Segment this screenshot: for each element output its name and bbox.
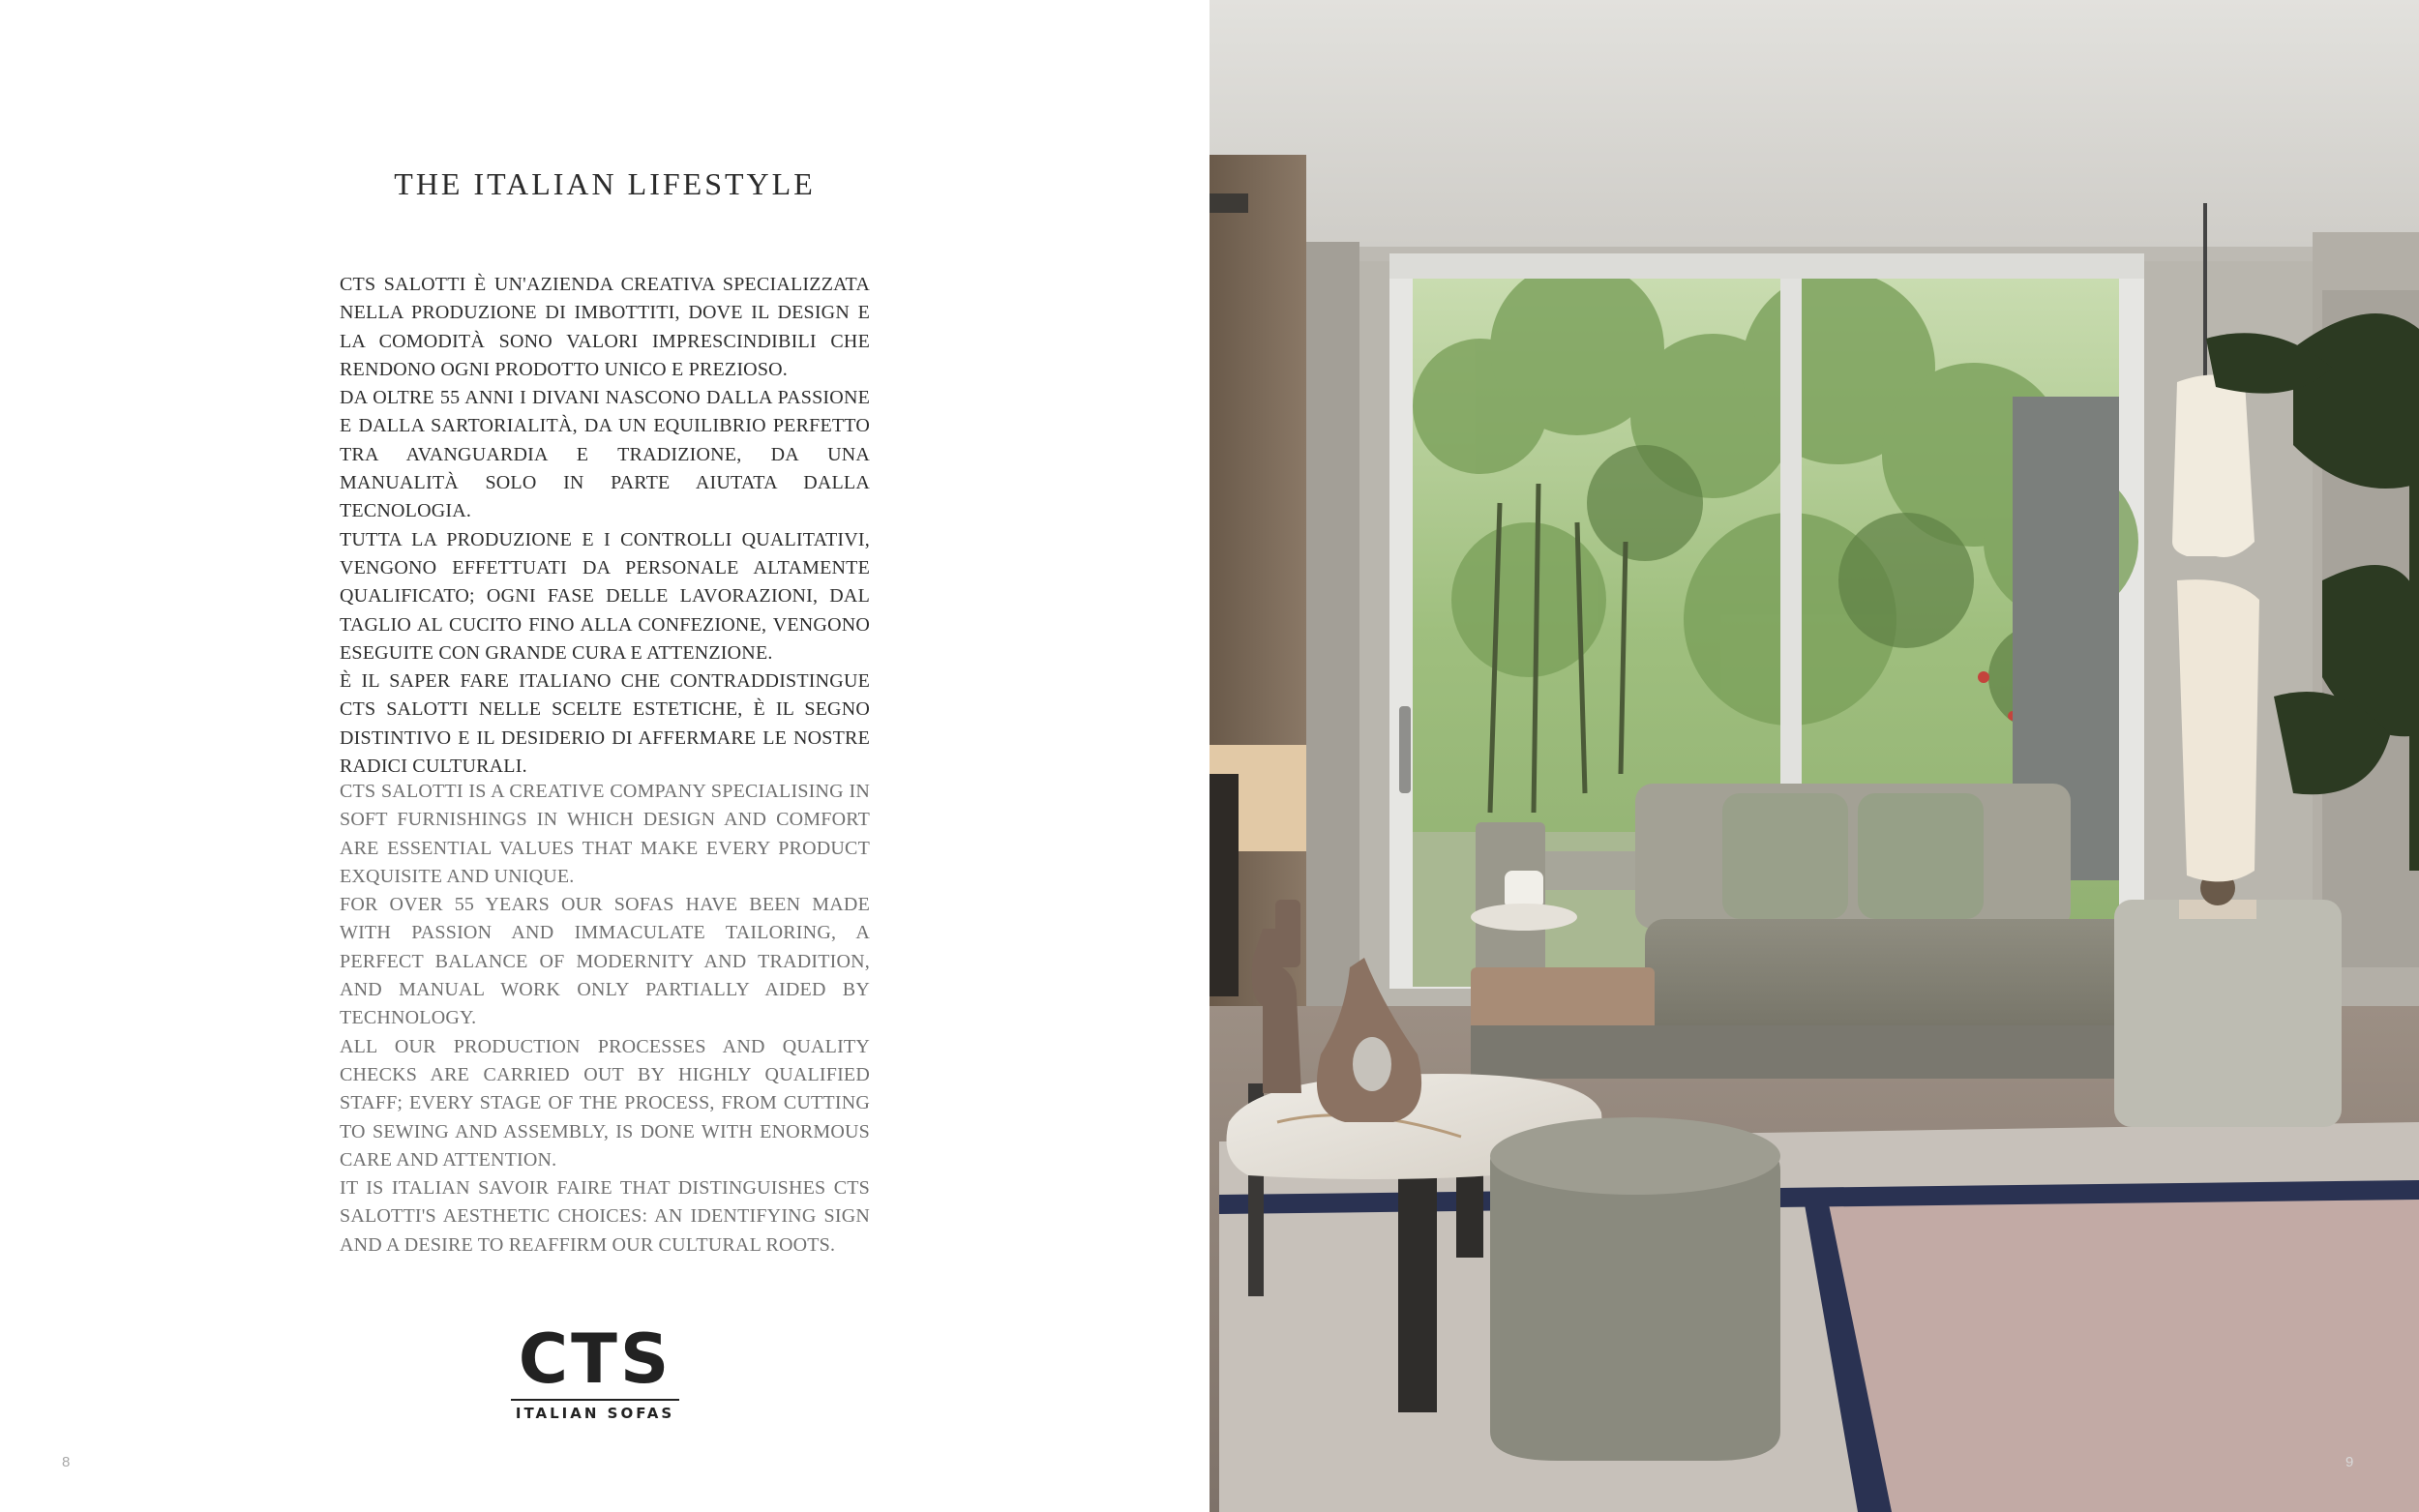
english-paragraph: FOR OVER 55 YEARS OUR SOFAS HAVE BEEN MADE WITH PASSION AND IMMACULATE TAILORING, A PERFECT BALANCE OF MODERNITY AND TRADITION, AND MANUAL WORK ONLY PARTIALLY AIDED BY TECHNOLOGY. xyxy=(340,894,870,1029)
italian-paragraph: DA OLTRE 55 ANNI I DIVANI NASCONO DALLA PASSIONE E DALLA SARTORIALITÀ, DA UN EQUILIBRIO PERFETTO TRA AVANGUARDIA E TRADIZIONE, DA UNA MANUALITÀ SOLO IN PARTE AIUTATA DALLA TECNOLOGIA. xyxy=(340,387,870,522)
page-number-left: 8 xyxy=(62,1454,71,1470)
living-room-photo xyxy=(1210,0,2419,1512)
italian-paragraph: CTS SALOTTI È UN'AZIENDA CREATIVA SPECIALIZZATA NELLA PRODUZIONE DI IMBOTTITI, DOVE IL DESIGN E LA COMODITÀ SONO VALORI IMPRESCINDIBILI CHE RENDONO OGNI PRODOTTO UNICO E PREZIOSO. xyxy=(340,274,870,380)
italian-text-block xyxy=(340,271,870,781)
page-number-right: 9 xyxy=(2345,1454,2354,1470)
english-paragraph: CTS SALOTTI IS A CREATIVE COMPANY SPECIALISING IN SOFT FURNISHINGS IN WHICH DESIGN AND COMFORT ARE ESSENTIAL VALUES THAT MAKE EVERY PRODUCT EXQUISITE AND UNIQUE. xyxy=(340,781,870,887)
cts-logo xyxy=(503,1321,687,1426)
page-title: THE ITALIAN LIFESTYLE xyxy=(394,166,816,201)
english-paragraph: IT IS ITALIAN SAVOIR FAIRE THAT DISTINGUISHES CTS SALOTTI'S AESTHETIC CHOICES: AN IDENTIFYING SIGN AND A DESIRE TO REAFFIRM OUR CULTURAL ROOTS. xyxy=(340,1177,870,1256)
logo-divider xyxy=(511,1399,679,1401)
english-paragraph: ALL OUR PRODUCTION PROCESSES AND QUALITY CHECKS ARE CARRIED OUT BY HIGHLY QUALIFIED STAFF; EVERY STAGE OF THE PROCESS, FROM CUTTING TO SEWING AND ASSEMBLY, IS DONE WITH ENORMOUS CARE AND ATTENTION. xyxy=(340,1035,870,1171)
logo-tagline: ITALIAN SOFAS xyxy=(515,1405,675,1422)
logo-wordmark: CTS xyxy=(518,1319,672,1399)
right-page xyxy=(1210,0,2419,1512)
italian-paragraph: È IL SAPER FARE ITALIANO CHE CONTRADDISTINGUE CTS SALOTTI NELLE SCELTE ESTETICHE, È IL SEGNO DISTINTIVO E IL DESIDERIO DI AFFERMARE LE NOSTRE RADICI CULTURALI. xyxy=(340,670,870,778)
italian-paragraph: TUTTA LA PRODUZIONE E I CONTROLLI QUALITATIVI, VENGONO EFFETTUATI DA PERSONALE ALTAMENTE QUALIFICATO; OGNI FASE DELLE LAVORAZIONI, DAL TAGLIO AL CUCITO FINO ALLA CONFEZIONE, VENGONO ESEGUITE CON GRANDE CURA E ATTENZIONE. xyxy=(340,528,870,664)
english-text-block xyxy=(340,778,870,1260)
